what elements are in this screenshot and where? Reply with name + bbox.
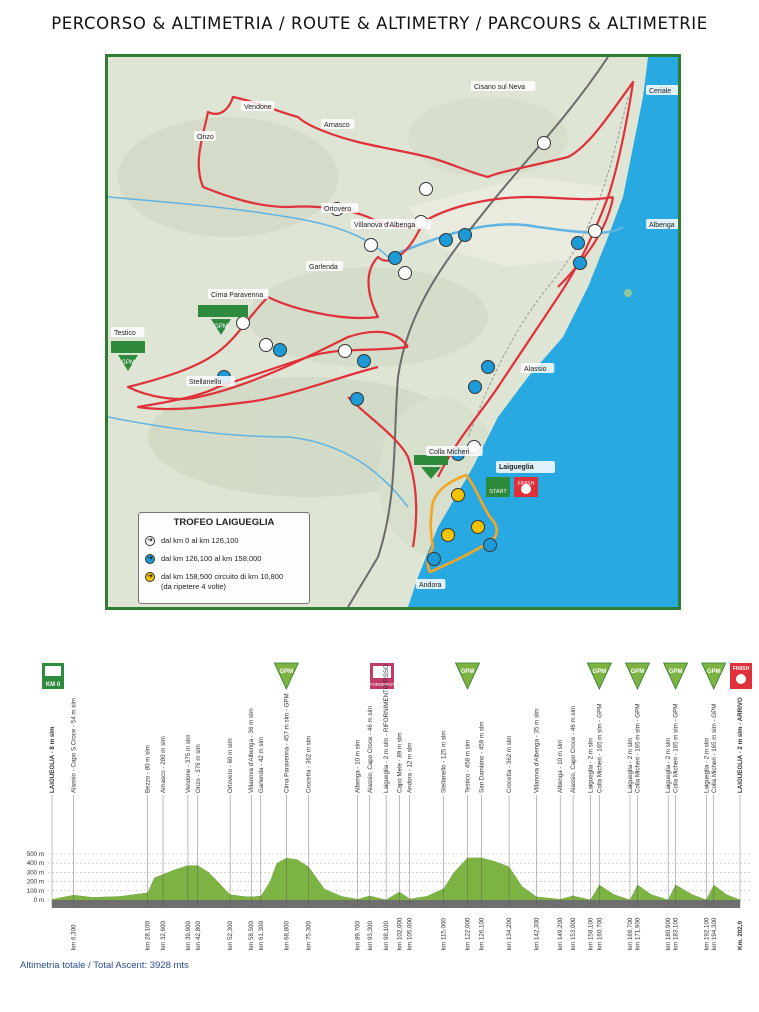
svg-text:0 m: 0 m (33, 897, 44, 904)
km-label: km 89,700 (354, 921, 362, 950)
gpm-badges (274, 663, 725, 689)
waypoint-label: LAIGUEGLIA - 8 m slm (49, 726, 56, 793)
waypoint-label: Vendone - 375 m slm (184, 734, 192, 793)
waypoint-label: Villanova d'Albenga - 36 m slm (248, 708, 256, 793)
place-label (646, 85, 678, 95)
svg-text:KM 0: KM 0 (45, 682, 61, 688)
waypoint-label: Albenga - 10 m slm (354, 739, 362, 793)
place-label (426, 446, 483, 456)
km-label: km 102,000 (396, 917, 404, 950)
place-label (646, 219, 678, 229)
waypoint-label: Testico - 458 m slm (464, 739, 472, 793)
waypoint-label: Cima Paravenna - 457 m slm - GPM (283, 693, 291, 793)
waypoint-label: Crocetta - 362 m slm (506, 735, 514, 793)
svg-text:Cima Paravenna: Cima Paravenna (211, 292, 264, 299)
waypoint-label: Capo Mele - 89 m slm (396, 732, 404, 793)
place-label (351, 219, 431, 229)
white-arrow-icon: ➜ (145, 536, 155, 546)
waypoint-label: Garlenda - 42 m slm (257, 736, 265, 793)
waypoint-label: Albenga - 10 m slm (557, 739, 565, 793)
svg-text:Albenga: Albenga (649, 222, 675, 229)
place-label (321, 119, 354, 129)
waypoint-label: Laigueglia - 2 m slm - RIFORNIMENTO FISSO (383, 664, 391, 793)
km-label: km 158,100 (587, 917, 595, 950)
km-label: km 28,100 (144, 921, 152, 950)
km-label: km 68,800 (283, 921, 291, 950)
place-label (471, 81, 536, 91)
svg-text:GPM: GPM (214, 324, 228, 330)
svg-text:100 m: 100 m (26, 887, 44, 895)
waypoint-label: Alassio, Capo Croce - 46 m slm (570, 706, 578, 793)
waypoint-label: Ortovero - 60 m slm (227, 738, 235, 793)
svg-text:Garlenda: Garlenda (309, 264, 338, 271)
place-label (496, 461, 555, 473)
place-label (186, 376, 235, 386)
place-label (194, 131, 216, 141)
place-label (241, 101, 274, 111)
svg-text:Laigueglia: Laigueglia (499, 464, 534, 471)
svg-text:Colla Micheri: Colla Micheri (429, 449, 470, 456)
svg-text:GPM: GPM (592, 669, 607, 675)
waypoint-label: Colla Micheri - 165 m slm - GPM (672, 703, 680, 793)
waypoint-label: Alassio - Capo S.Croce - 54 m slm (70, 698, 78, 793)
place-label (521, 363, 554, 373)
waypoint-label: Onzo - 376 m slm (194, 744, 202, 793)
svg-text:500 m: 500 m (26, 851, 44, 858)
km-label: km 180,900 (665, 917, 673, 950)
km-label: km 58,500 (248, 921, 256, 950)
svg-text:GPM: GPM (706, 669, 721, 675)
km-label: km 39,900 (184, 921, 192, 950)
terrain-surface (52, 858, 740, 900)
waypoint-label: Arnasco - 280 m slm (160, 736, 168, 793)
svg-text:Onzo: Onzo (197, 134, 214, 141)
km-label: km 32,600 (160, 921, 168, 950)
svg-text:Stellanello: Stellanello (189, 379, 222, 386)
finish-badge (514, 477, 538, 497)
svg-text:RIFORNIMENTO: RIFORNIMENTO (365, 682, 399, 687)
svg-text:300 m: 300 m (26, 869, 44, 877)
yellow-arrow-icon: ➜ (145, 572, 155, 582)
start-badge (486, 477, 510, 497)
svg-text:GPM: GPM (460, 669, 475, 675)
y-tick (27, 879, 752, 886)
km-label: km 42,800 (194, 921, 202, 950)
km-label: Km. 202,0 (737, 921, 744, 950)
km-label: km 52,300 (227, 921, 235, 950)
altimetry-profile (0, 655, 759, 955)
page-title: PERCORSO & ALTIMETRIA / ROUTE & ALTIMETRY / PARCOURS & ALTIMETRIE (51, 14, 708, 33)
svg-text:Vendone: Vendone (244, 104, 272, 111)
gpm-badge (587, 663, 611, 689)
km-label: km 6,300 (70, 924, 78, 950)
legend-title: TROFEO LAIGUEGLIA (173, 517, 275, 528)
svg-text:400 m: 400 m (26, 860, 44, 868)
svg-text:FINISH: FINISH (732, 666, 750, 672)
km-label: km 98,100 (383, 921, 391, 950)
km-label: km 134,200 (506, 917, 514, 950)
waypoint-label: Laigueglia - 2 m slm (626, 737, 634, 793)
km-label: km 171,900 (634, 917, 642, 950)
waypoint-label: Bezzo - 80 m slm (144, 745, 152, 793)
waypoint-label: Laigueglia - 2 m slm (665, 737, 673, 793)
km-label: km 169,700 (626, 917, 634, 950)
svg-text:200 m: 200 m (26, 878, 44, 886)
y-tick (27, 851, 752, 858)
finish-badge-profile (730, 663, 752, 689)
km-label: km 115,000 (440, 918, 448, 950)
waypoint-label: Colla Micheri - 165 m slm - GPM (634, 703, 642, 793)
y-tick (27, 860, 752, 867)
km-label: km 105,000 (406, 917, 414, 950)
route-map[interactable] (105, 54, 681, 610)
waypoint-label: Villanova d'Albenga - 35 m slm (533, 708, 541, 793)
svg-text:Ortovero: Ortovero (324, 206, 352, 213)
svg-text:Cisano sul Neva: Cisano sul Neva (474, 84, 525, 91)
gpm-badge (664, 663, 688, 689)
waypoint-label: Crocetta - 362 m slm (305, 735, 313, 793)
total-ascent: Altimetria totale / Total Ascent: 3928 mts (20, 960, 189, 971)
waypoint-label: Alassio, Capo Croce - 46 m slm (366, 706, 374, 793)
km-label: km 75,300 (305, 921, 313, 950)
map-legend: TROFEO LAIGUEGLIA ➜ dal km 0 al km 126,100 ➜ dal km 126,100 al km 158,000 ➜ dal km 158,500 circuito di km 10,800 (da ripetere 4 volte) (138, 512, 310, 604)
svg-text:Andora: Andora (419, 582, 442, 589)
svg-text:GPM: GPM (668, 669, 683, 675)
km-label: km 183,100 (672, 917, 680, 950)
waypoint-label: Colla Micheri - 165 m slm - GPM (710, 703, 718, 793)
km-labels (70, 917, 744, 950)
svg-text:Ceriale: Ceriale (649, 88, 672, 95)
svg-text:GPM: GPM (630, 669, 645, 675)
svg-text:START: START (489, 489, 507, 495)
y-tick (27, 869, 752, 876)
waypoint-label: Andora - 12 m slm (406, 742, 414, 793)
gpm-badge (625, 663, 649, 689)
km-label: km 194,300 (710, 917, 718, 950)
svg-text:Arnasco: Arnasco (324, 122, 350, 129)
km-label: km 149,200 (557, 917, 565, 950)
km0-badge (42, 663, 64, 689)
waypoint-label: Laigueglia - 2 m slm (703, 737, 711, 793)
svg-text:Testico: Testico (114, 330, 136, 337)
km-label: km 122,000 (464, 917, 472, 950)
blue-arrow-icon: ➜ (145, 554, 155, 564)
place-label (306, 261, 343, 271)
km-label: km 153,000 (570, 917, 578, 950)
km-label: km 93,300 (366, 921, 374, 950)
svg-text:GPM: GPM (279, 669, 294, 675)
gpm-badge (456, 663, 480, 689)
svg-text:GPM: GPM (121, 360, 135, 366)
km-label: km 126,100 (478, 917, 486, 950)
waypoint-label: Colla Micheri - 165 m slm - GPM (596, 703, 604, 793)
waypoint-label: Laigueglia - 2 m slm (587, 737, 595, 793)
waypoint-label: San Damiano - 459 m slm (478, 721, 486, 793)
place-label (208, 289, 269, 299)
gpm-badge (702, 663, 726, 689)
gpm-badge (274, 663, 298, 689)
svg-text:Villanova d'Albenga: Villanova d'Albenga (354, 222, 416, 229)
place-label (321, 203, 358, 213)
svg-text:Alassio: Alassio (524, 366, 547, 373)
svg-text:FINISH: FINISH (517, 481, 535, 487)
place-label (111, 327, 144, 337)
waypoint-label: LAIGUEGLIA - 2 m slm - ARRIVO (737, 697, 744, 793)
km-label: km 160,700 (596, 917, 604, 950)
waypoint-label: Stellanello - 125 m slm (440, 730, 448, 793)
km-label: km 142,300 (533, 917, 541, 950)
gallinara-island (624, 289, 632, 297)
km-label: km 61,300 (257, 921, 265, 950)
place-label (416, 579, 445, 589)
km-label: km 192,100 (703, 917, 711, 950)
